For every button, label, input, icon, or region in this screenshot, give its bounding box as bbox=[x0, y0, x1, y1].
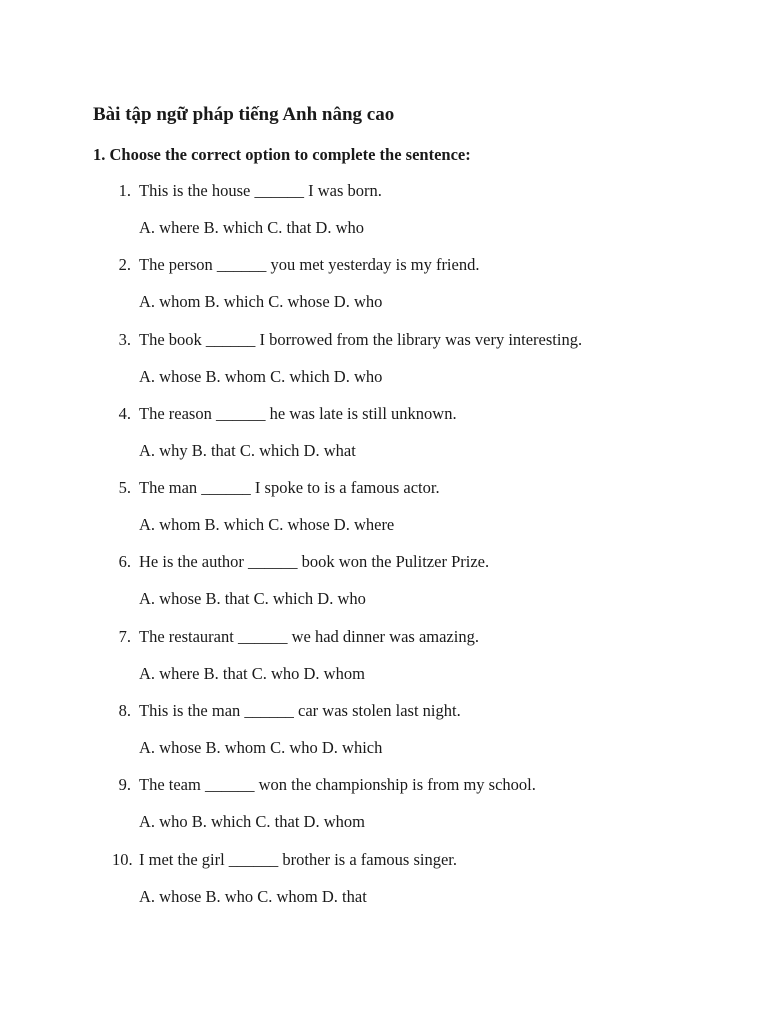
question-options: A. whom B. which C. whose D. where bbox=[139, 515, 395, 535]
question-number: 2. bbox=[118, 255, 131, 275]
question-text: This is the man ______ car was stolen last night. bbox=[139, 701, 461, 721]
question-text: This is the house ______ I was born. bbox=[139, 181, 382, 200]
question-list bbox=[0, 179, 768, 922]
question-options: A. whose B. who C. whom D. that bbox=[139, 886, 367, 906]
question-item bbox=[0, 699, 768, 773]
question-options: A. where B. that C. who D. whom bbox=[139, 663, 365, 683]
question-text: The restaurant ______ we had dinner was amazing. bbox=[139, 626, 479, 646]
question-number: 4. bbox=[118, 403, 131, 423]
question-text: The reason ______ he was late is still unknown. bbox=[139, 403, 457, 423]
question-options: A. why B. that C. which D. what bbox=[139, 440, 356, 460]
question-number: 3. bbox=[118, 329, 131, 349]
section-heading: 1. Choose the correct option to complete the sentence: bbox=[93, 145, 471, 164]
question-item bbox=[0, 328, 768, 402]
question-item bbox=[0, 476, 768, 550]
question-item bbox=[0, 773, 768, 847]
question-item bbox=[0, 848, 768, 922]
question-number: 9. bbox=[118, 775, 131, 795]
document-title: Bài tập ngữ pháp tiếng Anh nâng cao bbox=[93, 104, 395, 125]
question-text: The man ______ I spoke to is a famous actor. bbox=[139, 478, 440, 498]
question-number: 1. bbox=[118, 181, 131, 200]
question-item bbox=[0, 625, 768, 699]
question-item bbox=[0, 179, 768, 253]
question-number: 8. bbox=[118, 701, 131, 721]
question-number: 10. bbox=[112, 849, 133, 869]
question-text: The team ______ won the championship is from my school. bbox=[139, 775, 536, 795]
question-text: He is the author ______ book won the Pulitzer Prize. bbox=[139, 552, 490, 572]
question-item bbox=[0, 550, 768, 624]
question-number: 5. bbox=[118, 478, 131, 498]
question-options: A. whose B. that C. which D. who bbox=[139, 589, 366, 609]
question-item bbox=[0, 402, 768, 476]
question-options: A. whose B. whom C. who D. which bbox=[139, 738, 383, 758]
question-text: I met the girl ______ brother is a famous singer. bbox=[139, 849, 458, 869]
question-item bbox=[0, 253, 768, 327]
question-options: A. who B. which C. that D. whom bbox=[139, 812, 365, 832]
question-options: A. whom B. which C. whose D. who bbox=[139, 292, 383, 312]
question-number: 6. bbox=[118, 552, 131, 572]
question-number: 7. bbox=[118, 626, 131, 646]
question-options: A. whose B. whom C. which D. who bbox=[139, 366, 383, 386]
question-text: The person ______ you met yesterday is my friend. bbox=[139, 255, 480, 275]
question-text: The book ______ I borrowed from the library was very interesting. bbox=[139, 329, 583, 349]
question-options: A. where B. which C. that D. who bbox=[139, 218, 365, 237]
